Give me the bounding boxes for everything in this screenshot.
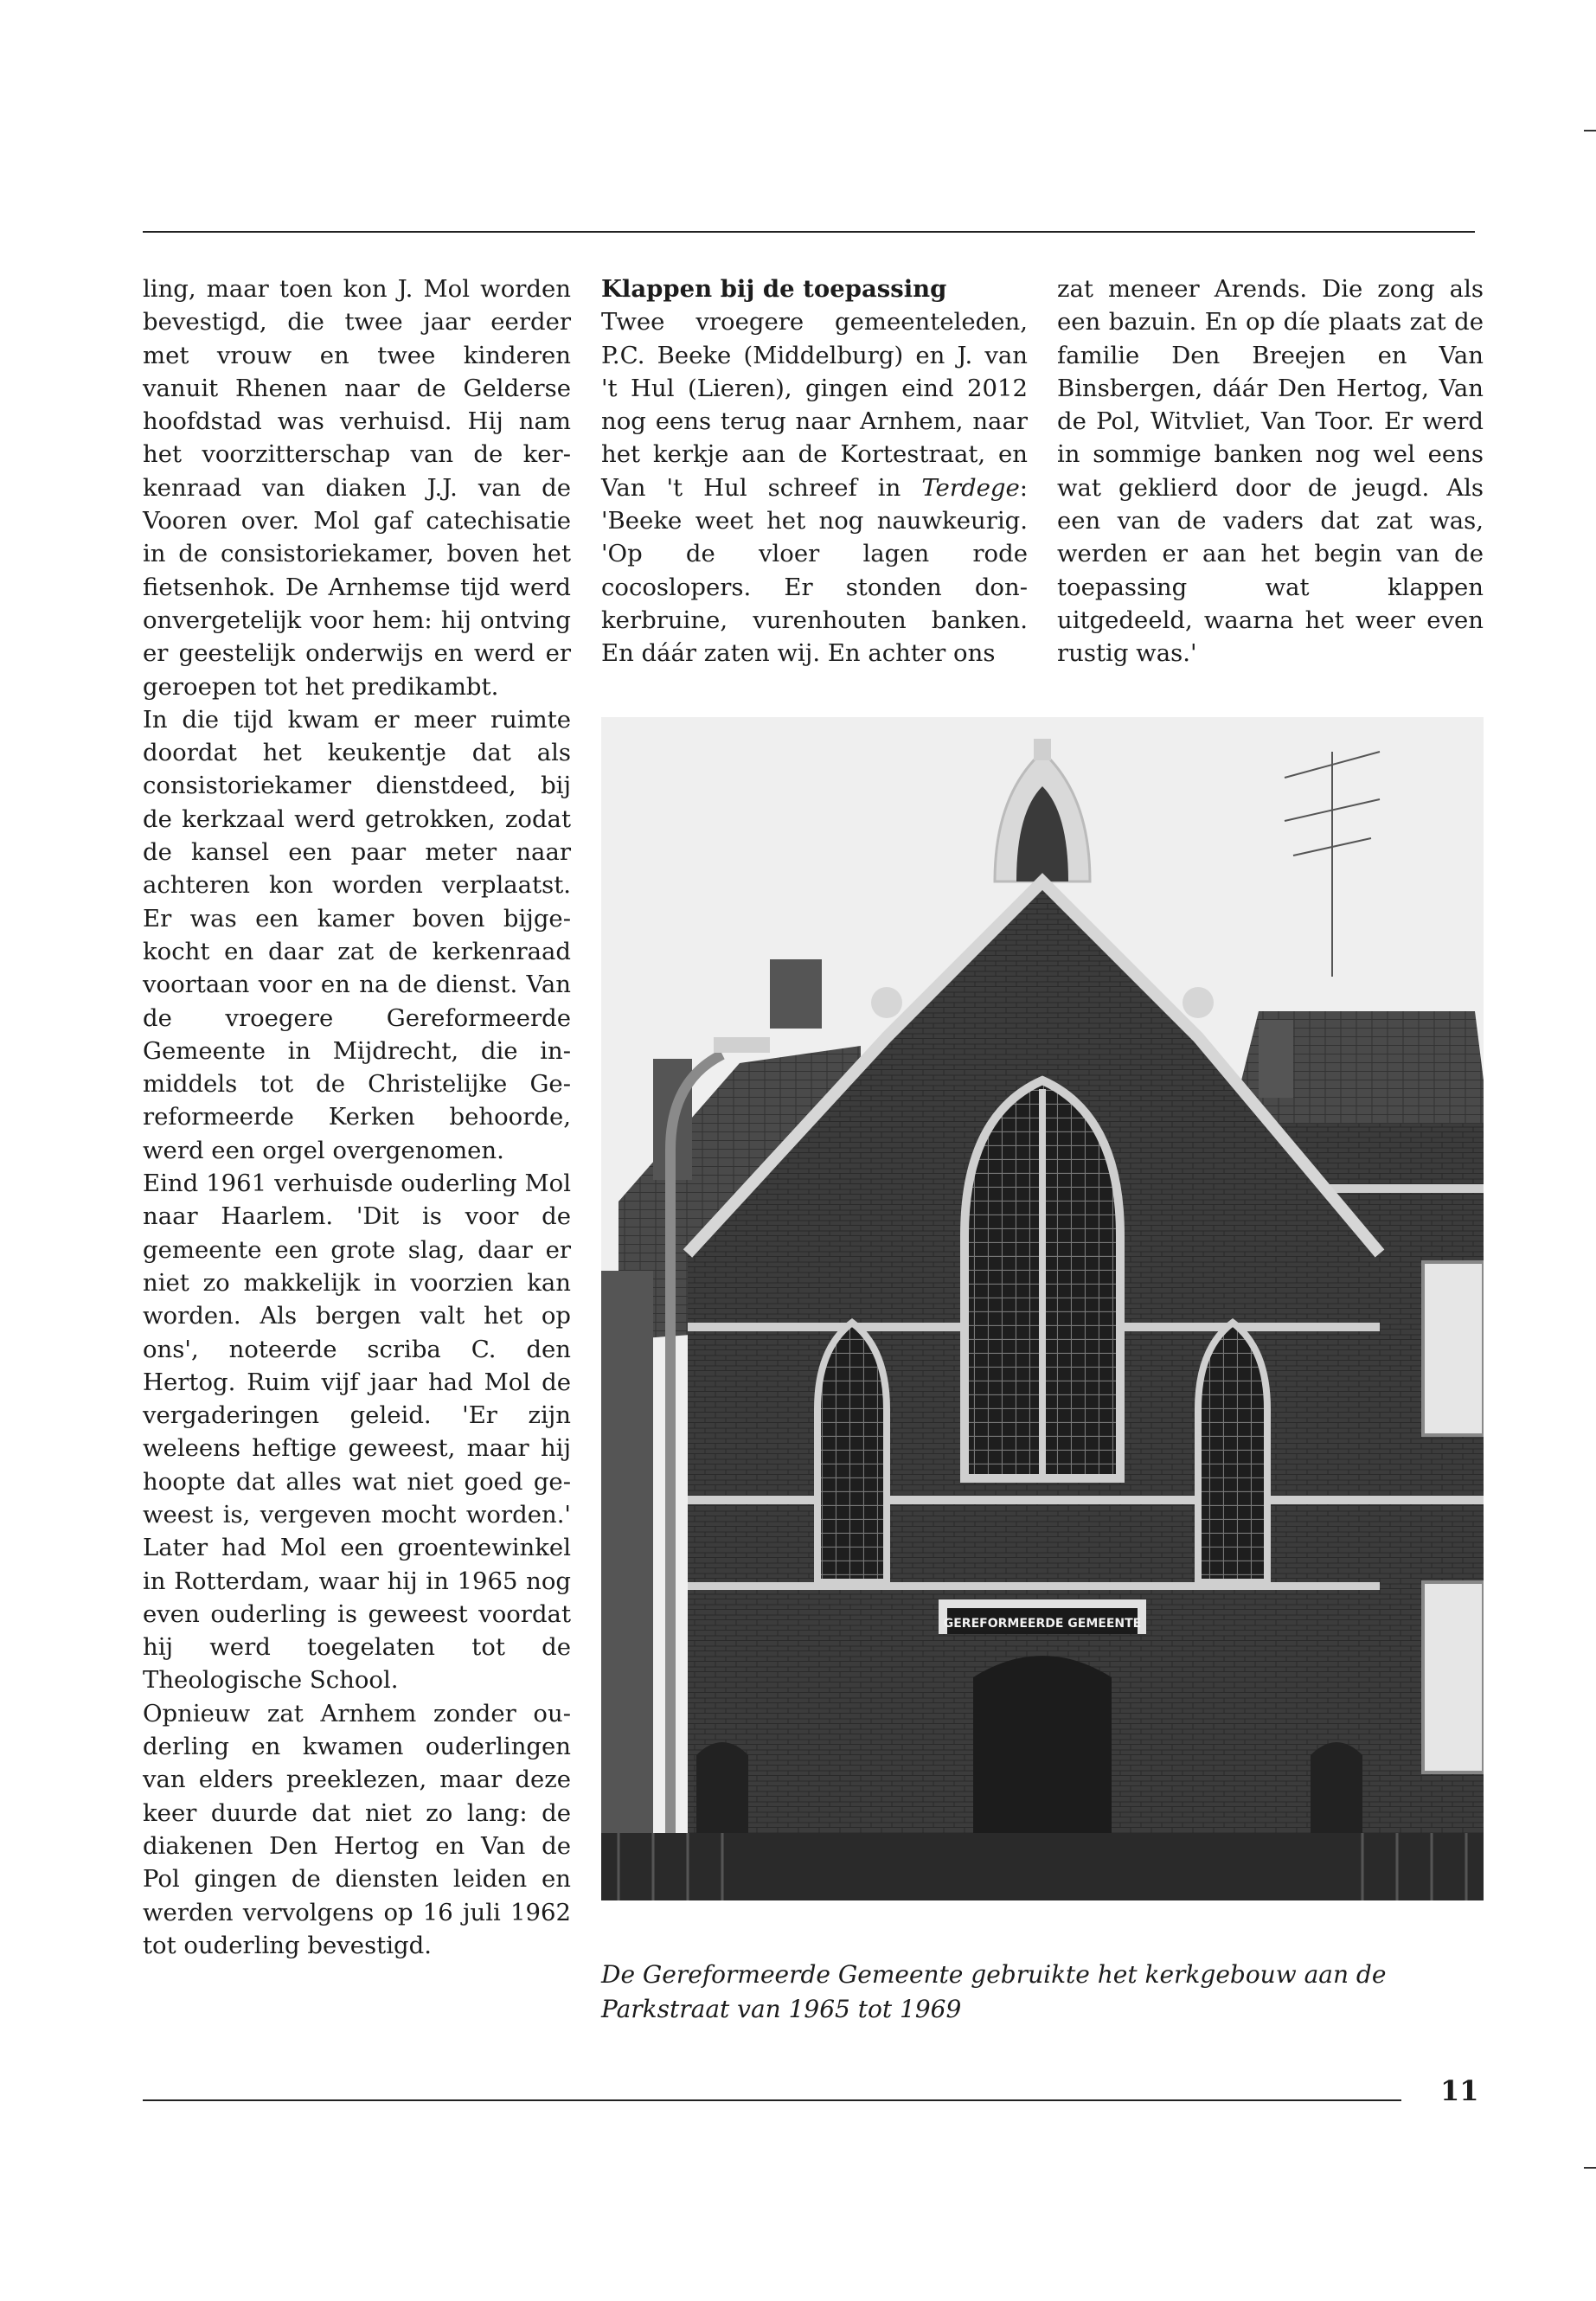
crop-mark-top [1584, 130, 1596, 131]
text-column-1 [143, 272, 571, 1962]
page-number: 11 [1440, 2074, 1479, 2107]
photo-caption: De Gereformeerde Gemeente gebruikte het kerkgebouw aan de Parkstraat van 1965 tot 1969 [601, 1960, 1387, 2023]
paragraph: ling, maar toen kon J. Mol worden bevestigd, die twee jaar eerder met vrouw en twee kinderen vanuit Rhenen naar de Gelderse hoofdstad was verhuisd. Hij nam het voorzitterschap van de kerkenraad van diaken J.J. van de Vooren over. Mol gaf catechisatie in de consistoriekamer, boven het fietsenhok. De Arnhemse tijd werd onvergetelijk voor hem: hij ontving er geestelijk onderwijs en werd er geroepen tot het predikambt. [143, 275, 571, 701]
paragraph: Eind 1961 verhuisde ouderling Mol naar Haarlem. 'Dit is voor de gemeente een grote slag, daar er niet zo makkelijk in voorzien kan worden. Als bergen valt het op ons', noteerde scriba C. den Hertog. Ruim vijf jaar had Mol de vergaderingen geleid. 'Er zijn weleens heftige geweest, maar hij hoopte dat alles wat niet goed geweest is, vergeven mocht worden.' Later had Mol een groentewinkel in Rotterdam, waar hij in 1965 nog even ouderling is geweest voordat hij werd toegelaten tot de Theologische School. [143, 1170, 571, 1695]
paragraph [601, 305, 1028, 670]
footer-rule [143, 2099, 1401, 2101]
text-column-3 [1057, 272, 1484, 670]
paragraph-text: : 'Beeke weet het nog nauwkeurig. 'Op de vloer lagen rode cocoslopers. Er stonden donkerbruine, vurenhouten banken. En dáár zaten wij. En achter ons [601, 473, 1028, 668]
section-heading: Klappen bij de toepassing [601, 275, 947, 303]
paragraph: Opnieuw zat Arnhem zonder ouderling en kwamen ouderlingen van elders preeklezen, maar deze keer duurde dat niet zo lang: de diakenen Den Hertog en Van de Pol gingen de diensten leiden en werden vervolgens op 16 juli 1962 tot ouderling bevestigd. [143, 1699, 571, 1959]
header-rule [143, 231, 1475, 233]
paragraph: zat meneer Arends. Die zong als een bazuin. En op díe plaats zat de familie Den Breejen en Van Binsbergen, dáár Den Hertog, Van de Pol, Witvliet, Van Toor. Er werd in sommige banken nog wel eens wat geklierd door de jeugd. Als een van de vaders dat zat was, werden er aan het begin van de toepassing wat klappen uitgedeeld, waarna het weer even rustig was.' [1057, 275, 1484, 668]
church-photo [601, 717, 1484, 1900]
church-sign-text: GEREFORMEERDE GEMEENTE [943, 1617, 1142, 1631]
crop-mark-bottom [1584, 2167, 1596, 2169]
text-column-2 [601, 272, 1028, 670]
paragraph: In die tijd kwam er meer ruimte doordat het keukentje dat als consistoriekamer dienstdeed, bij de kerkzaal werd getrokken, zodat de kansel een paar meter naar achteren kon worden verplaatst. Er was een kamer boven bijgekocht en daar zat de kerkenraad voortaan voor en na de dienst. Van de vroegere Gereformeerde Gemeente in Mijdrecht, die inmiddels tot de Christelijke Gereformeerde Kerken behoorde, werd een orgel overgenomen. [143, 705, 571, 1164]
paragraph-text: Twee vroegere gemeenteleden, P.C. Beeke (Middelburg) en J. van 't Hul (Lieren), gingen eind 2012 nog eens terug naar Arnhem, naar het kerkje aan de Kortestraat, en Van 't Hul schreef in [601, 308, 1028, 502]
magazine-title: Terdege [921, 473, 1020, 502]
